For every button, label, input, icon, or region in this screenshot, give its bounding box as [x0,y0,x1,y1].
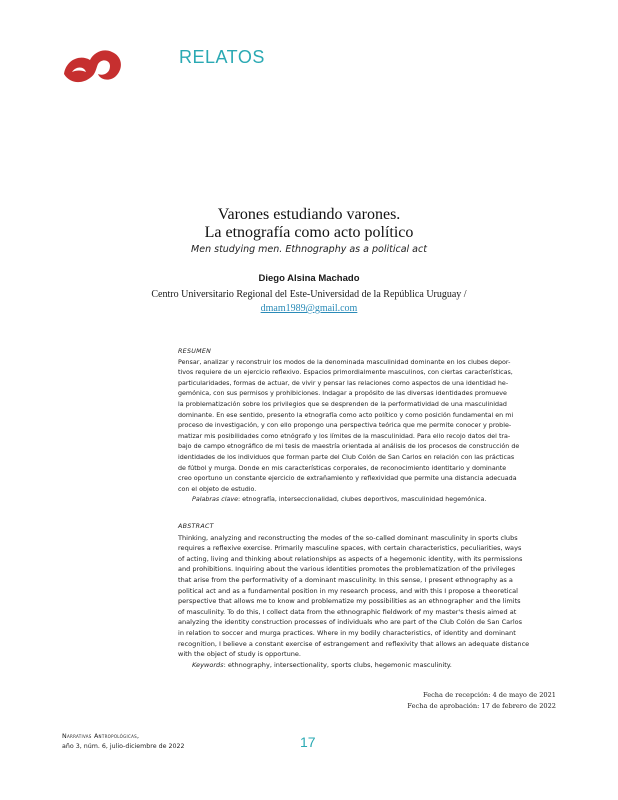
page-number: 17 [300,734,316,750]
abstract-line: in relation to soccer and murga practices. Where in my bodily characteristics, of identity and dominant [178,628,516,637]
resumen-keywords-label: Palabras clave [192,496,239,504]
resumen-line: identidades de los individuos que forman parte del Club Colón de San Carlos en relación con las prácticas [178,453,515,461]
abstract-line: of acting, living and thinking about relationships as aspects of a hegemonic identity, with its permissions [178,554,523,563]
article-subtitle: Men studying men. Ethnography as a political act [191,244,427,255]
journal-logo [60,44,128,88]
abstract-line: analyzing the identity construction processes of individuals who are part of the Club Colón de San Carlos [178,618,523,627]
resumen-line: particularidades, formas de actuar, de vivir y pensar las relaciones como aspectos de una identidad he- [178,379,509,387]
abstract-keywords [178,660,556,671]
abstract-heading: ABSTRACT [178,523,214,530]
section-title: RELATOS [179,47,265,67]
abstract-line: political act and as a fundamental position in my research process, and with this I propose a theoretical [178,586,518,595]
resumen-line: gemónica, con sus permisos y prohibiciones. Indagar a propósito de las diversas identidades promueve [178,390,507,398]
article-dates [407,690,556,712]
resumen-line: Pensar, analizar y reconstruir los modos de la denominada masculinidad dominante en los clubes depor- [178,358,511,366]
resumen-line: proceso de investigación, y con ello propongo una perspectiva teórica que me permite conocer y proble- [178,422,512,430]
resumen-line: de fútbol y murga. Donde en mis características corporales, de reconocimiento identitario y dominante [178,464,507,472]
resumen-keywords-text: : etnografía, interseccionalidad, clubes deportivos, masculinidad hegemónica. [238,496,487,504]
abstract-keywords-label: Keywords [192,660,224,669]
resumen-line: matizar mis posibilidades como etnógrafo y los límites de la masculinidad. Para ello recojo datos del tra- [178,432,511,440]
resumen-line: dominante. En ese sentido, presento la etnografía como acto político y como posición fundamental en mi [178,411,514,419]
article-title-line1: Varones estudiando varones. [217,206,401,223]
abstract-line: perspective that allows me to know and problematize my possibilities as an ethnographer and the limits [178,597,521,606]
resumen-line: tivos requiere de un ejercicio reflexivo. Espacios primordialmente masculinos, con ciertas características, [178,369,513,377]
article-title-line2: La etnografía como acto político [204,224,414,241]
abstract-line: requires a reflexive exercise. Primarily masculine spaces, with certain characteristics, peculiarities, ways [178,544,522,553]
journal-name: Narrativas Antropológicas, [62,733,140,740]
author-name: Diego Alsina Machado [258,273,360,284]
resumen-keywords [178,495,556,506]
abstract-line: Thinking, analyzing and reconstructing the modes of the so-called dominant masculinity in sports clubs [178,533,518,542]
abstract-keywords-text: : ethnography, intersectionality, sports clubs, hegemonic masculinity. [223,660,452,669]
resumen-body [178,358,556,496]
received-date: Fecha de recepción: 4 de mayo de 2021 [423,691,556,699]
resumen-heading: RESUMEN [178,348,212,355]
author-email-link[interactable]: dmam1989@gmail.com [260,303,358,314]
abstract-line: with the object of study is opportune. [178,650,301,659]
journal-footer [62,732,185,751]
abstract-section [178,522,556,670]
abstract-line: that arise from the performativity of a dominant masculinity. In this sense, I present ethnography as a [178,575,513,584]
abstract-line: of masculinity. To do this, I collect data from the ethnographic fieldwork of my master's thesis aimed at [178,607,517,616]
resumen-section [178,347,556,506]
abstract-line: recognition, I believe a constant exercise of estrangement and reflexivity that allows an adequate distance [178,639,530,648]
resumen-line: la problematización sobre los privilegios que se desprenden de la performatividad de una masculinidad [178,400,507,408]
resumen-line: creo oportuno un constante ejercicio de extrañamiento y reflexividad que permite una distancia adecuada [178,475,517,483]
journal-issue: año 3, núm. 6, julio-diciembre de 2022 [62,742,185,750]
author-affiliation: Centro Universitario Regional del Este-Universidad de la República Uruguay / [151,289,467,300]
resumen-line: bajo de campo etnográfico de mi tesis de maestría orientada al análisis de los procesos de construcción de [178,443,520,451]
abstract-line: and prohibitions. Inquiring about the various identities promotes the problematization of the privileges [178,565,516,574]
resumen-line: con el objeto de estudio. [178,485,257,493]
abstract-body [178,533,556,660]
approved-date: Fecha de aprobación: 17 de febrero de 2022 [407,702,556,710]
